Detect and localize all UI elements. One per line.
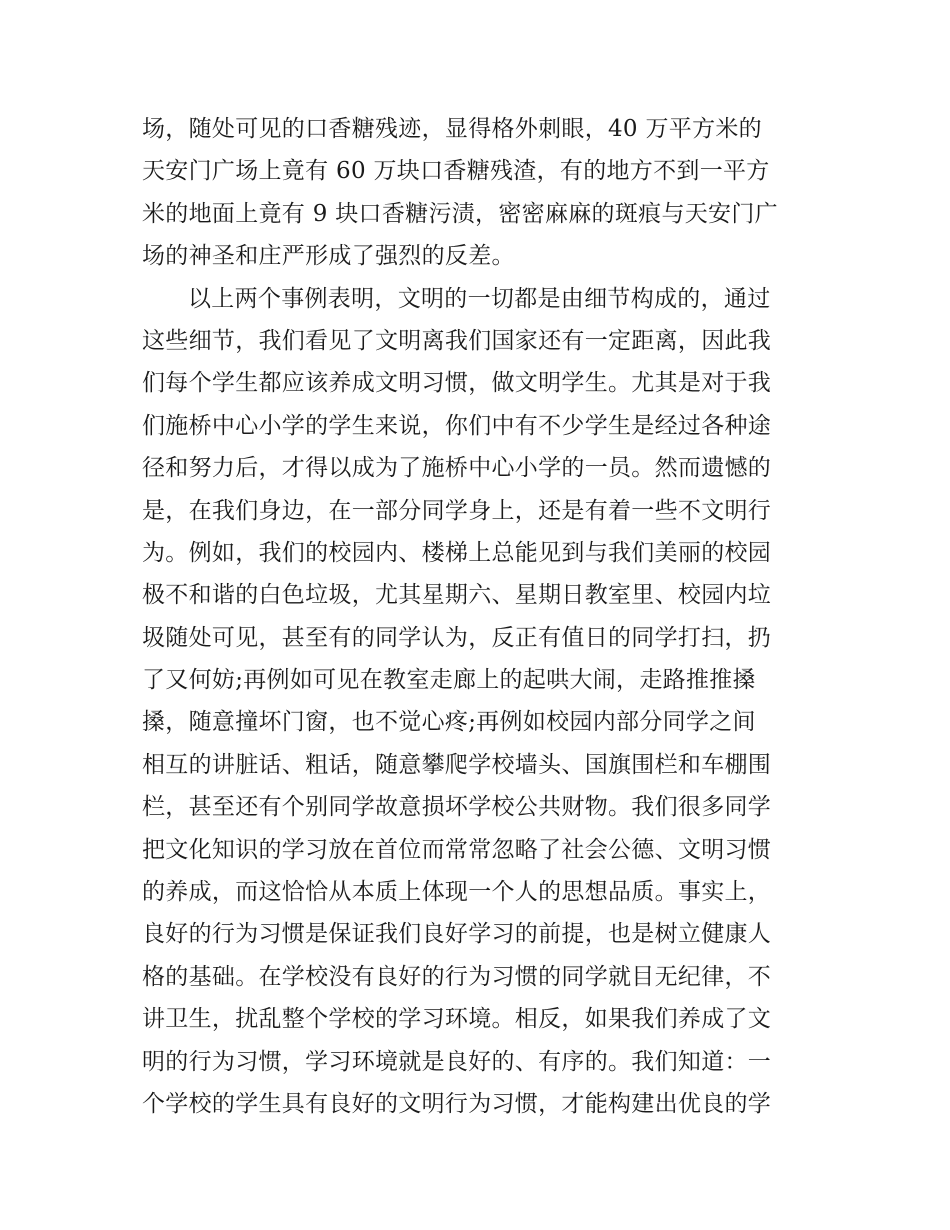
document-body [142, 108, 812, 1125]
text-line: 把文化知识的学习放在首位而常常忽略了社会公德、文明习惯 [142, 836, 772, 863]
text-line: 讲卫生，扰乱整个学校的学习环境。相反，如果我们养成了文 [142, 1006, 772, 1033]
text-line: 良好的行为习惯是保证我们良好学习的前提，也是树立健康人 [142, 921, 772, 948]
paragraph [142, 108, 812, 278]
text-line: 场的神圣和庄严形成了强烈的反差。 [142, 243, 515, 270]
text-line: 是，在我们身边，在一部分同学身上，还是有着一些不文明行 [142, 497, 772, 524]
text-line: 个学校的学生具有良好的文明行为习惯，才能构建出优良的学 [142, 1090, 772, 1117]
text-line: 们每个学生都应该养成文明习惯，做文明学生。尤其是对于我 [142, 370, 772, 397]
text-line: 场，随处可见的口香糖残迹，显得格外刺眼，40 万平方米的 [142, 116, 762, 142]
text-line: 极不和谐的白色垃圾，尤其星期六、星期日教室里、校园内垃 [142, 582, 772, 609]
text-line: 这些细节，我们看见了文明离我们国家还有一定距离，因此我 [142, 327, 772, 354]
text-line: 以上两个事例表明，文明的一切都是由细节构成的，通过 [188, 285, 771, 312]
text-line: 米的地面上竟有 9 块口香糖污渍，密密麻麻的斑痕与天安门广 [142, 200, 778, 227]
text-line: 明的行为习惯，学习环境就是良好的、有序的。我们知道：一 [142, 1048, 772, 1075]
text-line: 天安门广场上竟有 60 万块口香糖残渣，有的地方不到一平方 [142, 158, 770, 185]
text-line: 径和努力后，才得以成为了施桥中心小学的一员。然而遗憾的 [142, 455, 772, 482]
text-line: 栏，甚至还有个别同学故意损坏学校公共财物。我们很多同学 [142, 794, 772, 821]
paragraph [142, 278, 812, 1126]
text-line: 格的基础。在学校没有良好的行为习惯的同学就目无纪律，不 [142, 963, 772, 990]
text-line: 搡，随意撞坏门窗，也不觉心疼;再例如校园内部分同学之间 [142, 709, 756, 736]
text-line: 圾随处可见，甚至有的同学认为，反正有值日的同学打扫，扔 [142, 624, 772, 651]
text-line: 为。例如，我们的校园内、楼梯上总能见到与我们美丽的校园 [142, 539, 772, 566]
text-line: 了又何妨;再例如可见在教室走廊上的起哄大闹，走路推推搡 [142, 667, 756, 694]
text-line: 们施桥中心小学的学生来说，你们中有不少学生是经过各种途 [142, 412, 772, 439]
text-line: 相互的讲脏话、粗话，随意攀爬学校墙头、国旗围栏和车棚围 [142, 751, 772, 778]
text-line: 的养成，而这恰恰从本质上体现一个人的思想品质。事实上， [142, 879, 772, 906]
